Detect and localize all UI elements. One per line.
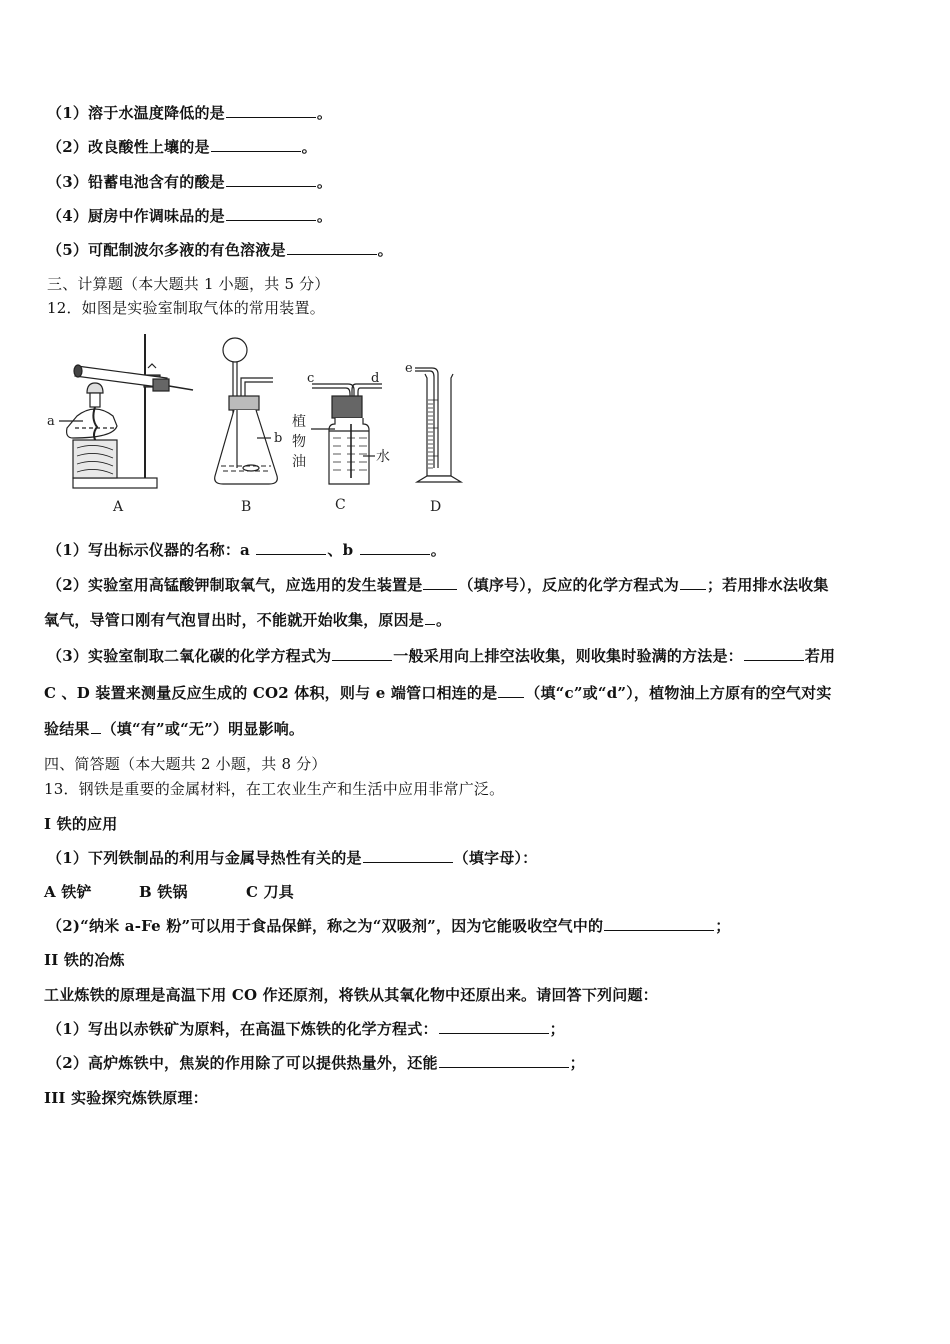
answer-blank[interactable]: [744, 646, 804, 661]
text: C 、D 装置来测量反应生成的 CO2 体积，则与 e 端管口相连的是: [44, 684, 498, 702]
answer-blank[interactable]: [211, 137, 301, 152]
text: （1）写出标示仪器的名称：a: [47, 541, 256, 559]
answer-blank[interactable]: [226, 206, 316, 221]
label-oil-1: 植: [292, 414, 306, 430]
answer-blank[interactable]: [332, 646, 392, 661]
punctuation: 。: [377, 241, 393, 259]
q12-part-2-line-2: [44, 610, 451, 630]
item-text: 厨房中作调味品的是: [88, 207, 225, 225]
caption-c: C: [335, 497, 346, 513]
text: ；若用排水法收集: [706, 576, 829, 594]
item-text: 铅蓄电池含有的酸是: [88, 173, 225, 191]
q13-part-2-intro: 工业炼铁的原理是高温下用 CO 作还原剂，将铁从其氧化物中还原出来。请回答下列问题：: [44, 986, 658, 1004]
answer-blank[interactable]: [226, 103, 316, 118]
q13-part-2-q1: [47, 1019, 565, 1039]
item-number: （5）: [47, 241, 89, 259]
apparatus-figure: [45, 328, 465, 518]
text: （2）实验室用高锰酸钾制取氧气，应选用的发生装置是: [47, 576, 423, 594]
punctuation: ；: [715, 917, 731, 935]
label-e: e: [405, 361, 413, 376]
q12-part-3-line-3: [44, 719, 304, 739]
answer-blank[interactable]: [91, 719, 101, 734]
section-4-heading: 四、简答题（本大题共 2 小题，共 8 分）: [44, 755, 327, 773]
label-c: c: [307, 371, 315, 386]
apparatus-b: [215, 338, 283, 515]
q12-part-3-line-1: [47, 646, 835, 666]
punctuation: 。: [316, 173, 333, 191]
apparatus-d: [405, 361, 461, 515]
section-3-heading: 三、计算题（本大题共 1 小题，共 5 分）: [47, 275, 330, 293]
punctuation: ；: [549, 1020, 565, 1038]
text: 氧气，导管口刚有气泡冒出时，不能就开始收集，原因是: [44, 611, 425, 629]
option-b[interactable]: B 铁锅: [139, 883, 188, 901]
text: （1）写出以赤铁矿为原料，在高温下炼铁的化学方程式：: [47, 1020, 438, 1038]
option-a[interactable]: A 铁铲: [44, 883, 92, 901]
item-number: （2）: [47, 138, 89, 156]
caption-a: A: [113, 499, 124, 515]
q11-item-1: [47, 103, 332, 123]
answer-blank[interactable]: [363, 848, 453, 863]
label-oil-2: 物: [292, 434, 306, 450]
punctuation: 。: [430, 541, 446, 559]
q13-part-1-heading: I 铁的应用: [44, 815, 118, 833]
caption-b: B: [241, 499, 252, 515]
text: 、b: [327, 541, 359, 559]
text: 一般采用向上排空法收集，则收集时验满的方法是：: [393, 647, 743, 665]
q13-part-2-heading: II 铁的冶炼: [44, 951, 125, 969]
label-b: b: [274, 431, 283, 446]
q12-part-2-line-1: [47, 575, 829, 595]
q13-part-1-options: [44, 882, 294, 902]
q13-part-1-q2: [47, 916, 730, 936]
q13-part-1-q1: [47, 848, 537, 868]
apparatus-a: [47, 334, 193, 515]
q11-item-5: [47, 240, 393, 260]
answer-blank[interactable]: [439, 1019, 549, 1034]
text: 验结果: [44, 720, 90, 738]
item-number: （3）: [47, 173, 89, 191]
text: （填“有”或“无”）明显影响。: [101, 720, 305, 738]
punctuation: 。: [436, 611, 452, 629]
punctuation: 。: [301, 138, 317, 156]
text: 若用: [804, 647, 836, 665]
q11-item-3: [47, 172, 332, 192]
answer-blank[interactable]: [423, 575, 457, 590]
q13-stem: 13．钢铁是重要的金属材料，在工农业生产和生活中应用非常广泛。: [44, 780, 505, 798]
text: （1）下列铁制品的利用与金属导热性有关的是: [47, 849, 362, 867]
answer-blank[interactable]: [439, 1053, 569, 1068]
text: （填序号），反应的化学方程式为: [458, 576, 679, 594]
text: （2）高炉炼铁中，焦炭的作用除了可以提供热量外，还能: [47, 1054, 438, 1072]
answer-blank[interactable]: [498, 683, 524, 698]
q12-stem: 12．如图是实验室制取气体的常用装置。: [47, 299, 325, 317]
text: （3）实验室制取二氧化碳的化学方程式为: [47, 647, 332, 665]
option-c[interactable]: C 刀具: [246, 883, 294, 901]
q12-part-1: [47, 540, 446, 560]
q12-part-3-line-2: [44, 683, 832, 703]
q11-item-2: [47, 137, 317, 157]
text: （填“c”或“d”），植物油上方原有的空气对实: [525, 684, 832, 702]
punctuation: 。: [316, 104, 333, 122]
answer-blank-a[interactable]: [256, 540, 326, 555]
item-text: 可配制波尔多液的有色溶液是: [88, 241, 286, 259]
item-text: 改良酸性上壤的是: [88, 138, 210, 156]
label-a: a: [47, 414, 55, 429]
item-number: （1）: [47, 104, 89, 122]
label-oil-3: 油: [292, 454, 306, 470]
q13-part-2-q2: [47, 1053, 585, 1073]
answer-blank[interactable]: [287, 240, 377, 255]
punctuation: ；: [569, 1054, 585, 1072]
text: （2)“纳米 a-Fe 粉”可以用于食品保鲜，称之为“双吸剂”，因为它能吸收空气中的: [47, 917, 604, 935]
answer-blank[interactable]: [226, 172, 316, 187]
label-water: 水: [376, 449, 390, 465]
answer-blank[interactable]: [680, 575, 706, 590]
apparatus-c: [292, 371, 390, 513]
punctuation: 。: [316, 207, 333, 225]
q13-part-3-heading: III 实验探究炼铁原理：: [44, 1089, 208, 1107]
answer-blank[interactable]: [604, 916, 714, 931]
answer-blank-b[interactable]: [360, 540, 430, 555]
answer-blank[interactable]: [425, 610, 435, 625]
text: （填字母）：: [453, 849, 538, 867]
q11-item-4: [47, 206, 332, 226]
label-d: d: [371, 371, 380, 386]
caption-d: D: [430, 499, 442, 515]
item-number: （4）: [47, 207, 89, 225]
item-text: 溶于水温度降低的是: [88, 104, 225, 122]
